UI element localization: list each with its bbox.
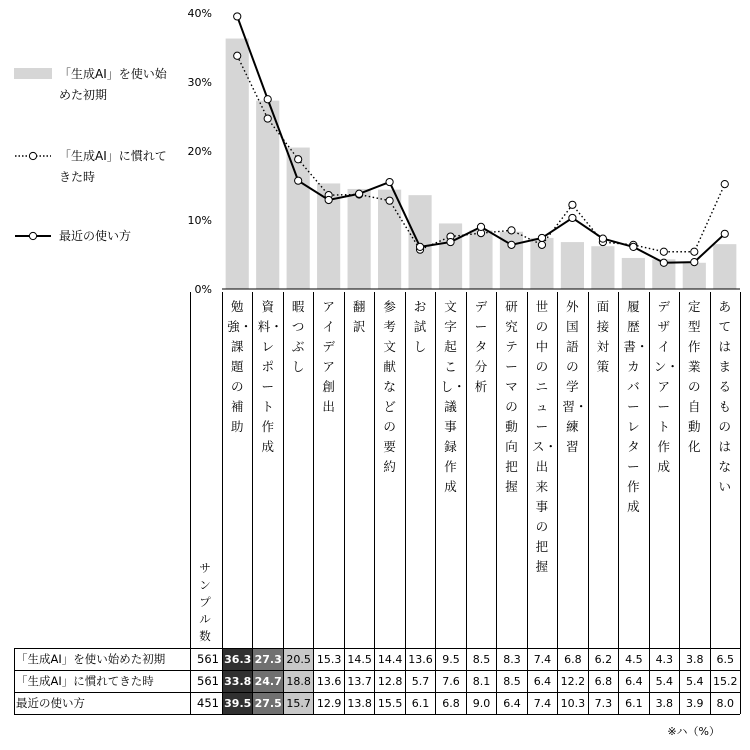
data-point — [325, 196, 332, 203]
value-cell: 4.3 — [655, 653, 674, 666]
value-cell: 15.7 — [284, 693, 313, 714]
value-cell: 7.4 — [533, 653, 552, 666]
value-cell: 36.3 — [223, 649, 252, 670]
value-cell: 3.8 — [686, 653, 704, 666]
value-cell: 6.8 — [564, 653, 582, 666]
category-label: あてはまるものはない — [718, 299, 731, 494]
value-cell: 12.2 — [560, 675, 586, 688]
category-label: お試し — [413, 299, 427, 354]
value-cell: 9.5 — [442, 653, 460, 666]
data-point — [660, 259, 667, 266]
value-cell: 12.9 — [316, 697, 342, 710]
category-label: データ分析 — [474, 299, 488, 394]
y-tick-label: 20% — [187, 145, 212, 158]
y-tick-label: 0% — [194, 283, 212, 296]
value-cell: 5.7 — [411, 675, 430, 688]
legend-label-line1: 「生成AI」を使い始 — [59, 67, 167, 81]
sample-size-header: サンプル数 — [199, 561, 211, 643]
value-cell: 24.7 — [253, 671, 282, 692]
data-point — [264, 115, 271, 122]
category-label: 翻訳 — [352, 299, 366, 334]
category-label: 履歴書・カバーレター作成 — [623, 299, 649, 514]
y-tick-label: 30% — [187, 76, 212, 89]
value-cell: 3.9 — [686, 697, 704, 710]
value-cell: 8.1 — [472, 675, 491, 688]
table-rule — [14, 648, 15, 714]
value-cell: 7.3 — [594, 697, 613, 710]
data-point — [599, 235, 606, 242]
sample-size-cell: 451 — [197, 696, 219, 710]
data-point — [569, 201, 576, 208]
bar — [561, 242, 584, 289]
data-point — [295, 156, 302, 163]
data-point — [538, 241, 545, 248]
legend-label-line1: 「生成AI」に慣れて — [59, 149, 167, 163]
row-label: 最近の使い方 — [16, 696, 85, 710]
value-cell: 15.3 — [316, 653, 342, 666]
legend-bar-swatch — [14, 64, 52, 85]
category-label: 勉強・課題の補助 — [227, 299, 253, 434]
value-cell: 14.4 — [377, 653, 403, 666]
data-point — [295, 177, 302, 184]
bar — [256, 101, 279, 289]
table-rule — [14, 714, 740, 715]
bar — [408, 195, 431, 289]
data-point — [416, 243, 423, 250]
value-cell: 6.4 — [533, 675, 552, 688]
value-cell: 27.3 — [253, 649, 282, 670]
series-line-familiar — [237, 56, 725, 252]
bar — [713, 244, 736, 289]
legend-label-line1: 最近の使い方 — [59, 229, 132, 243]
data-point — [508, 241, 515, 248]
data-point — [721, 230, 728, 237]
y-tick-label: 40% — [187, 7, 212, 20]
value-cell: 13.7 — [347, 675, 372, 688]
value-cell: 3.8 — [655, 697, 674, 710]
data-point — [234, 52, 241, 59]
sample-size-cell: 561 — [197, 652, 219, 666]
value-cell: 39.5 — [223, 693, 252, 714]
value-cell: 6.4 — [625, 675, 643, 688]
value-cell: 5.4 — [686, 675, 704, 688]
category-label: 外国語の学習・練習 — [562, 299, 588, 454]
data-point — [508, 227, 515, 234]
category-label: 文字起こし・議事録作成 — [440, 299, 466, 494]
row-label: 「生成AI」を使い始めた初期 — [16, 652, 166, 666]
value-cell: 6.8 — [594, 675, 613, 688]
value-cell: 8.5 — [503, 675, 521, 688]
data-point — [264, 96, 271, 103]
value-cell: 7.4 — [533, 697, 552, 710]
legend-solid-line-swatch — [14, 226, 52, 247]
category-label: 参考文献などの要約 — [383, 299, 396, 474]
data-point — [630, 243, 637, 250]
value-cell: 14.5 — [347, 653, 372, 666]
value-cell: 13.6 — [408, 653, 433, 666]
value-cell: 10.3 — [560, 697, 586, 710]
legend-label-line2: きた時 — [59, 170, 96, 184]
data-point — [386, 197, 393, 204]
category-label: デザイン・アート作成 — [653, 299, 679, 474]
value-cell: 6.4 — [503, 697, 521, 710]
data-point — [234, 13, 241, 20]
data-point — [721, 181, 728, 188]
value-cell: 8.3 — [503, 653, 521, 666]
data-point — [538, 234, 545, 241]
legend-dotted-line-swatch — [14, 146, 52, 167]
bar — [683, 263, 706, 289]
data-point — [477, 223, 484, 230]
value-cell: 8.5 — [472, 653, 491, 666]
value-cell: 13.6 — [316, 675, 342, 688]
y-tick-label: 10% — [187, 214, 212, 227]
value-cell: 20.5 — [284, 649, 313, 670]
legend-label-line2: めた初期 — [59, 88, 108, 102]
category-label: 世の中のニュース・出来事の把握 — [531, 299, 557, 574]
value-cell: 7.6 — [442, 675, 460, 688]
table-rule — [740, 292, 741, 714]
value-cell: 5.4 — [655, 675, 674, 688]
bar — [591, 246, 614, 289]
value-cell: 18.8 — [284, 671, 313, 692]
value-cell: 27.5 — [253, 693, 282, 714]
category-label: 面接対策 — [596, 299, 610, 374]
category-label: アイデア創出 — [322, 299, 335, 414]
value-cell: 9.0 — [472, 697, 491, 710]
value-cell: 15.5 — [377, 697, 403, 710]
value-cell: 6.2 — [594, 653, 613, 666]
data-point — [569, 214, 576, 221]
value-cell: 13.8 — [347, 697, 372, 710]
value-cell: 6.1 — [411, 697, 430, 710]
bar — [469, 230, 492, 289]
unit-note: ※ハ（%） — [667, 725, 720, 738]
data-point — [691, 248, 698, 255]
bar — [226, 39, 249, 289]
value-cell: 33.8 — [223, 671, 252, 692]
data-point — [660, 248, 667, 255]
bar — [622, 258, 645, 289]
value-cell: 15.2 — [713, 675, 738, 688]
bar — [348, 189, 371, 289]
value-cell: 6.8 — [442, 697, 460, 710]
category-label: 資料・レポート作成 — [257, 299, 283, 454]
value-cell: 8.0 — [716, 697, 734, 710]
value-cell: 6.1 — [625, 697, 643, 710]
category-label: 研究テーマの動向把握 — [505, 299, 518, 494]
data-point — [447, 238, 454, 245]
value-cell: 6.5 — [716, 653, 734, 666]
value-cell: 12.8 — [377, 675, 403, 688]
category-label: 定型作業の自動化 — [688, 299, 701, 454]
data-point — [386, 178, 393, 185]
sample-size-cell: 561 — [197, 674, 219, 688]
value-cell: 4.5 — [625, 653, 643, 666]
data-point — [691, 258, 698, 265]
row-label: 「生成AI」に慣れてきた時 — [16, 674, 154, 688]
data-point — [356, 190, 363, 197]
category-label: 暇つぶし — [291, 299, 305, 374]
